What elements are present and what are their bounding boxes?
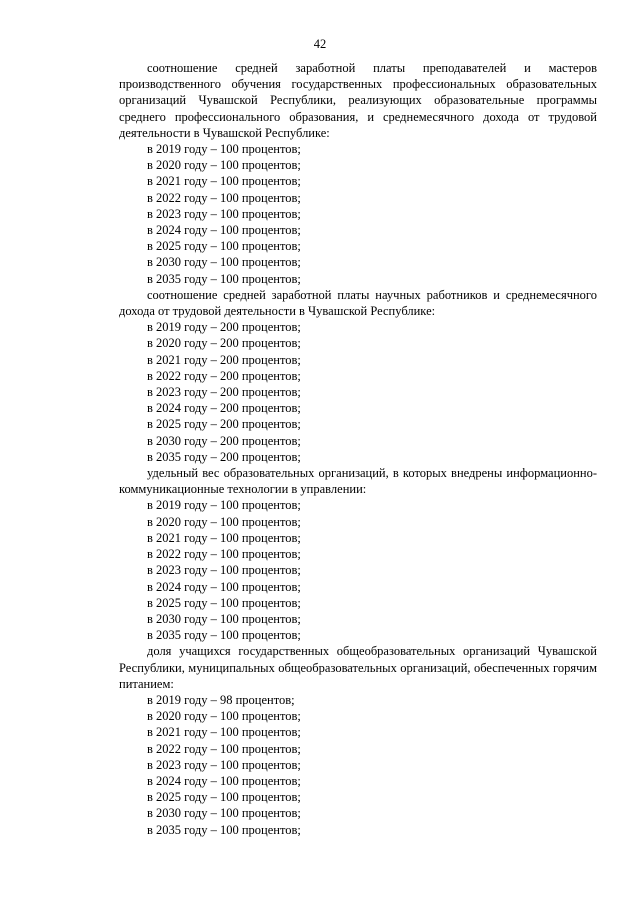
indicator-year-value: в 2019 году – 100 процентов; — [147, 142, 301, 157]
indicator-year-value: в 2020 году – 100 процентов; — [147, 514, 301, 529]
indicator-year-value: в 2020 году – 100 процентов; — [147, 709, 301, 724]
indicator-year-value: в 2021 году – 100 процентов; — [147, 725, 301, 740]
indicator-block — [119, 287, 597, 465]
indicator-year-value: в 2021 году – 200 процентов; — [147, 352, 301, 367]
indicator-year-value: в 2030 году – 100 процентов; — [147, 806, 301, 821]
indicator-year-value: в 2035 году – 200 процентов; — [147, 449, 301, 464]
indicator-description: удельный вес образовательных организаций, в которых внедрены информационно-коммуникационные технологии в управлении: — [119, 466, 597, 497]
indicator-year-value: в 2022 году – 100 процентов; — [147, 547, 301, 562]
indicator-year-value: в 2024 году – 100 процентов; — [147, 223, 301, 238]
indicator-year-value: в 2022 году – 200 процентов; — [147, 368, 301, 383]
document-body — [119, 60, 597, 838]
indicator-year-value: в 2030 году – 100 процентов; — [147, 255, 301, 270]
indicator-year-value: в 2019 году – 200 процентов; — [147, 320, 301, 335]
indicator-year-value: в 2021 году – 100 процентов; — [147, 174, 301, 189]
indicator-year-value: в 2021 году – 100 процентов; — [147, 530, 301, 545]
indicator-block — [119, 643, 597, 837]
indicator-year-value: в 2030 году – 100 процентов; — [147, 611, 301, 626]
indicator-year-value: в 2022 году – 100 процентов; — [147, 741, 301, 756]
indicator-year-value: в 2024 году – 100 процентов; — [147, 579, 301, 594]
indicator-year-value: в 2023 году – 100 процентов; — [147, 563, 301, 578]
indicator-year-value: в 2023 году – 100 процентов; — [147, 757, 301, 772]
indicator-year-value: в 2035 году – 100 процентов; — [147, 271, 301, 286]
indicator-description: соотношение средней заработной платы преподавателей и мастеров производственного обучения государственных профессиональных образовательных организаций Чувашской Республики, реализующих образовательные программы среднего профессионального образования, и среднемесячного дохода от трудовой деятельности в Чувашской Республике: — [119, 61, 597, 140]
indicator-year-value: в 2019 году – 100 процентов; — [147, 498, 301, 513]
indicator-year-value: в 2025 году – 100 процентов; — [147, 595, 301, 610]
indicator-description: доля учащихся государственных общеобразовательных организаций Чувашской Республики, муниципальных общеобразовательных организаций, обеспеченных горячим питанием: — [119, 644, 597, 691]
indicator-year-value: в 2024 году – 200 процентов; — [147, 401, 301, 416]
indicator-year-value: в 2020 году – 100 процентов; — [147, 158, 301, 173]
indicator-year-value: в 2025 году – 100 процентов; — [147, 239, 301, 254]
indicator-year-value: в 2035 году – 100 процентов; — [147, 628, 301, 643]
indicator-year-value: в 2025 году – 100 процентов; — [147, 790, 301, 805]
indicator-year-value: в 2025 году – 200 процентов; — [147, 417, 301, 432]
indicator-year-value: в 2035 году – 100 процентов; — [147, 822, 301, 837]
indicator-year-value: в 2024 году – 100 процентов; — [147, 773, 301, 788]
indicator-year-value: в 2030 году – 200 процентов; — [147, 433, 301, 448]
indicator-year-value: в 2023 году – 100 процентов; — [147, 206, 301, 221]
page-number: 42 — [313, 37, 327, 51]
indicator-block — [119, 60, 597, 287]
indicator-year-value: в 2022 году – 100 процентов; — [147, 190, 301, 205]
indicator-description: соотношение средней заработной платы научных работников и среднемесячного дохода от трудовой деятельности в Чувашской Республике: — [119, 287, 597, 319]
indicator-year-value: в 2019 году – 98 процентов; — [147, 692, 295, 707]
indicator-year-value: в 2020 году – 200 процентов; — [147, 336, 301, 351]
indicator-year-value: в 2023 году – 200 процентов; — [147, 385, 301, 400]
indicator-block — [119, 465, 597, 643]
